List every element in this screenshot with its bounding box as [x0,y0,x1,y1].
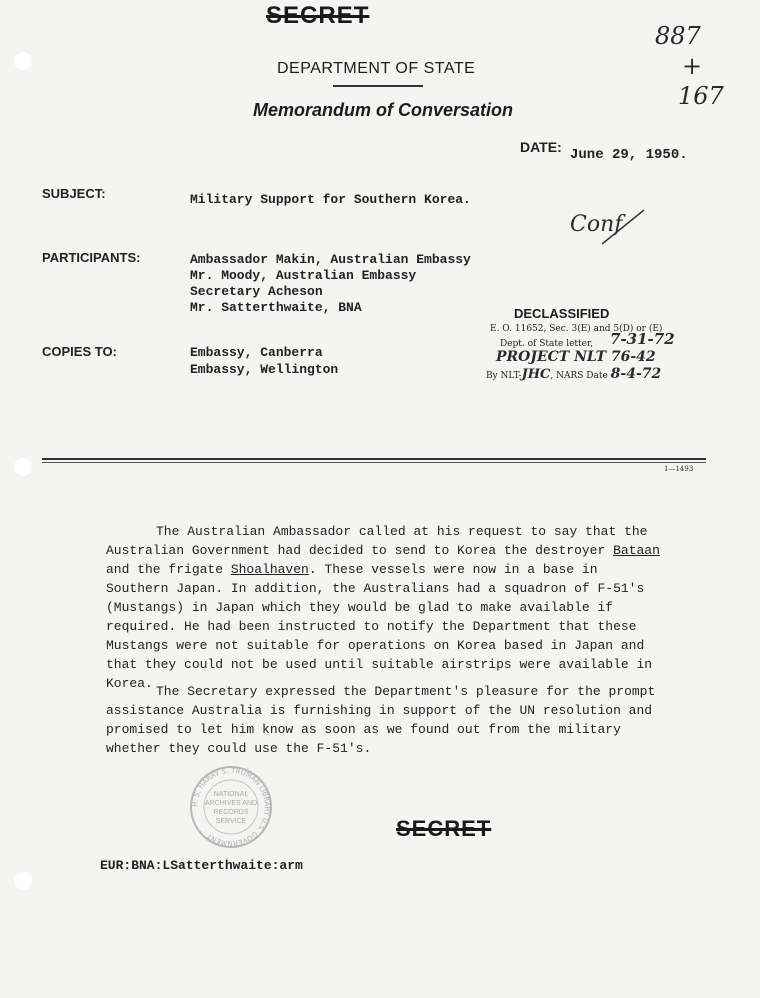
seal-line: RECORDS [213,809,249,816]
date-label: DATE: [520,139,562,155]
participant-item: Ambassador Makin, Australian Embassy [190,252,471,267]
seal-line: NATIONAL [213,791,249,798]
punch-hole-bottom [14,872,32,890]
paragraph-text: . These vessels were now in a base in Southern Japan. In addition, the Australians had a squadron of F-51's (Mustangs) in Japan which they would be glad to make available if required. He had been instructed to notify the Department that these Mustangs were not suitable for operations on Korea based in Japan and that they could not be used until suitable airstrips were available in Korea. [106,562,653,691]
handwritten-conf: Conf [570,212,623,237]
archives-seal [188,764,274,850]
ship-name-shoalhaven: Shoalhaven [230,562,309,577]
body-paragraph-1 [106,522,666,693]
handwritten-plus: + [682,52,703,80]
punch-hole-middle [14,458,32,476]
declassified-authority: E. O. 11652, Sec. 3(E) and 5(D) or (E) [490,324,663,334]
seal-line: ARCHIVES AND [204,800,258,807]
copies-label: COPIES TO: [42,344,117,359]
declassified-title: DECLASSIFIED [514,306,610,321]
participant-item: Mr. Moody, Australian Embassy [190,268,417,283]
declassified-letter-label: Dept. of State letter, [500,339,594,349]
separator-rule-thin [42,462,706,463]
subject-value: Military Support for Southern Korea. [190,192,471,207]
separator-rule [42,458,706,460]
declassified-initials: JHC [521,367,551,382]
seal-outer-text: H. S. HARRY S. TRUMAN LIBRARY U.S. GOVERNMENT [190,766,272,848]
paragraph-text: The Australian Ambassador called at his request to say that the Australian Government had decided to send to Korea the destroyer [106,524,648,558]
classification-top: SECRET [266,2,370,29]
handwritten-page: 167 [678,82,724,110]
declassified-by-label: By NLT- [486,371,522,381]
paragraph-text: and the frigate [106,562,231,577]
participant-item: Mr. Satterthwaite, BNA [190,300,362,315]
declassified-letter-date: 7-31-72 [610,330,675,348]
declassified-project: PROJECT NLT 76-42 [496,349,656,365]
date-value: June 29, 1950. [570,147,688,163]
declassified-nars-date: 8-4-72 [610,366,662,382]
memo-title: Memorandum of Conversation [253,100,514,120]
body-paragraph-2 [106,682,666,758]
punch-hole-top [14,52,32,70]
copies-item: Embassy, Wellington [190,362,339,377]
handwritten-number: 887 [655,22,701,50]
participants-list [190,252,471,316]
drafter-reference: EUR:BNA:LSatterthwaite:arm [100,858,303,873]
header-rule [333,85,423,87]
copies-item: Embassy, Canberra [190,345,323,360]
department-name: DEPARTMENT OF STATE [277,60,476,77]
subject-label: SUBJECT: [42,186,106,201]
conf-slash-mark [600,206,648,250]
participants-label: PARTICIPANTS: [42,250,141,265]
declassified-nars-label: , NARS Date [550,371,608,381]
participant-item: Secretary Acheson [190,284,323,299]
classification-bottom: SECRET [396,816,492,841]
copies-list [190,344,338,378]
paragraph-text: The Secretary expressed the Department's pleasure for the prompt assistance Australia is furnishing in support of the UN resolution and promised to let him know as soon as we found out from the military whether they could use the F-51's. [106,684,656,756]
form-number: 1—1493 [664,465,694,473]
ship-name-bataan: Bataan [613,543,660,558]
seal-line: SERVICE [215,818,247,825]
declassification-stamp [482,306,712,386]
